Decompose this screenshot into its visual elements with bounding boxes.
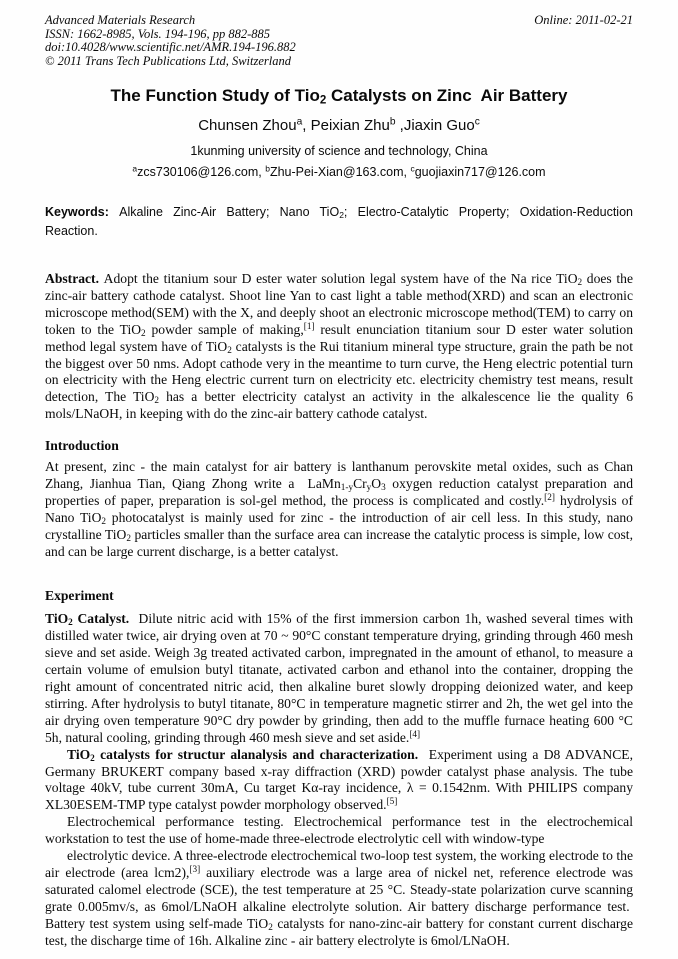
keywords-line: Keywords: Alkaline Zinc-Air Battery; Nano TiO$_2$; Electro-Catalytic Property; Oxidation-Reduction Reaction. <box>45 205 633 238</box>
experiment-paragraph-catalyst: TiO$_2$ Catalyst. Dilute nitric acid with 15% of the first immersion carbon 1h, washed several times with distilled water twice, air drying oven at 70 ~ 90°C constant temperature drying, grinding through 460 mesh sieve and set aside. Weigh 3g treated activated carbon, impregnated in the amount of ethanol, to measure a certain volume of emulsion butyl titanate, activated carbon and ethanol into the container, dropping the right amount of concentrated nitric acid, then alkaline buret slowly dropping deionized water, and keep stirring. After hydrolysis to butyl titanate, 80°C in temperature magnetic stirrer and 2h, the wet gel into the air drying oven temperature 90°C dry powder by grinding, then add to the muffle furnace heating 600 °C 5h, natural cooling, grinding through 460 mesh sieve and set aside.[4] <box>45 611 633 745</box>
affiliation-line: 1kunming university of science and technology, China <box>190 144 488 158</box>
journal-issn-line: ISSN: 1662-8985, Vols. 194-196, pp 882-885 <box>45 26 270 41</box>
journal-title: Advanced Materials Research <box>45 13 196 27</box>
section-heading-introduction: Introduction <box>45 438 119 454</box>
section-heading-experiment: Experiment <box>45 587 114 603</box>
experiment-paragraph-characterization: TiO$_2$ catalysts for structur alanalysis and characterization. Experiment using a D8 ADVANCE, Germany BRUKERT company based x-ray diffraction (XRD) powder catalyst phase analysis. The tube voltage 40kV, tube current 30mA, Cu target Kα-ray incidence, λ = 0.1542nm. With PHILIPS company XL30ESEM-TMP type catalyst powder morphology observed.[5] <box>45 746 633 813</box>
paper-title: The Function Study of Tio$_2$ Catalysts on Zinc Air Battery <box>110 86 568 107</box>
abstract-paragraph: Abstract. Adopt the titanium sour D ester water solution legal system have of the Na rice TiO$_2$ does the zinc-air battery cathode catalyst. Shoot line Yan to cast light a table method(XRD) and scan an electronic microscope method(SEM) with the X, and deeply shoot an electronic microscope method(TEM) to carry on token to the TiO$_2$ powder sample of making,[1] result enunciation titanium sour D ester water solution method legal system have of TiO$_2$ catalysts is the Rui titanium mineral type structure, grain the path be not the biggest over 50 nms. Adopt cathode very in the meantime to turn curve, the Heng electric potential turn on electricity with the Heng electric current turn on electricity etc. electricity chemistry test means, result detection, The TiO$_2$ has a better electricity catalyst an activity in the alkalescence lie the quality 6 mols/LNaOH, in keeping with do the zinc-air battery cathode catalyst. <box>45 271 633 422</box>
journal-header <box>45 14 633 68</box>
experiment-paragraph-electrochemical-testing: Electrochemical performance testing. Electrochemical performance test in the electrochemical workstation to test the use of home-made three-electrode electrolytic cell with window-type <box>45 814 633 847</box>
experiment-paragraph-electrolytic-device: electrolytic device. A three-electrode electrochemical two-loop test system, the working electrode to the air electrode (area lcm2),[3] auxiliary electrode was a large area of nickel net, reference electrode was saturated calomel electrode (SCE), the test temperature at 25 °C. Steady-state polarization curve scanning grate 0.005mv/s, as 6mol/LNaOH alkaline electrolyte solution. Air battery discharge performance test. Battery test system using self-made TiO$_2$ catalysts for nano-zinc-air battery for constant current discharge test, the discharge time of 16h. Alkaline zinc - air battery electrolyte is 6mol/LNaOH. <box>45 848 633 948</box>
journal-info-block <box>45 14 296 68</box>
online-date: Online: 2011-02-21 <box>534 13 633 27</box>
introduction-paragraph: At present, zinc - the main catalyst for air battery is lanthanum perovskite metal oxides, such as Chan Zhang, Jianhua Tian, Qiang Zhong write a $LaMn_{1-y}Cr_yO_3$ oxygen reduction catalyst preparation and properties of paper, preparation is sol-gel method, the process is complicated and costly.[2] hydrolysis of Nano TiO$_2$ photocatalyst is mainly used for zinc - the introduction of air cell less. In this study, nano crystalline TiO$_2$ particles smaller than the surface area can increase the catalytic process is simple, low cost, and can be large current discharge, is a better catalyst. <box>45 459 634 559</box>
authors-line: Chunsen Zhou$^a$, Peixian Zhu$^b$ ,Jiaxin Guo$^c$ <box>198 116 480 134</box>
journal-copyright-line: © 2011 Trans Tech Publications Ltd, Switzerland <box>45 53 291 68</box>
journal-doi-line: doi:10.4028/www.scientific.net/AMR.194-196.882 <box>45 40 296 54</box>
author-emails-line: $^a$zcs730106@126.com, $^b$Zhu-Pei-Xian@163.com, $^c$guojiaxin717@126.com <box>132 163 546 179</box>
